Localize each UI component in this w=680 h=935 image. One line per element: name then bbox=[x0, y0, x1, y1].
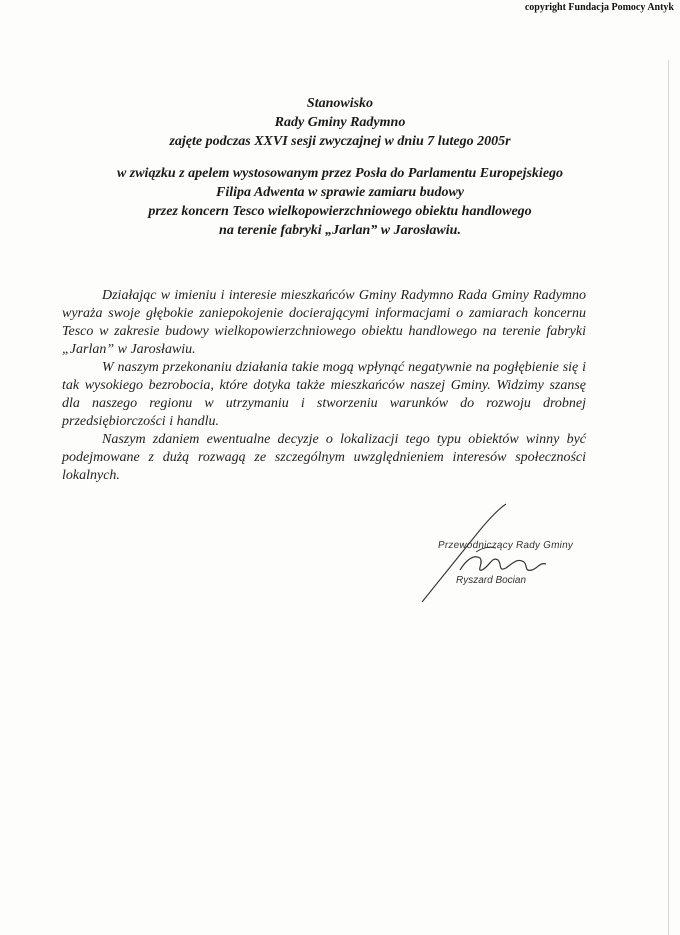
body-paragraph-1: Działając w imieniu i interesie mieszkańców Gminy Radymno Rada Gminy Radymno wyraża swoje głębokie zaniepokojenie docierającymi informacjami o zamiarach koncernu Tesco w zakresie budowy wielkopowierzchniowego obiektu handlowego na terenie fabryki „Jarlan” w Jarosławiu. bbox=[62, 288, 586, 357]
handwritten-signature-icon bbox=[420, 500, 590, 610]
signature-name-stamp: Ryszard Bocian bbox=[456, 575, 527, 586]
signature-title-stamp: Przewodniczący Rady Gminy bbox=[437, 540, 574, 551]
copyright-notice: copyright Fundacja Pomocy Antyk bbox=[524, 2, 674, 13]
heading-subject-3: przez koncern Tesco wielkopowierzchniowego obiektu handlowego bbox=[148, 204, 532, 219]
signature-block bbox=[420, 500, 590, 610]
heading-gap bbox=[40, 151, 640, 164]
heading-issuer: Rady Gminy Radymno bbox=[274, 115, 406, 130]
body-paragraph-2: W naszym przekonaniu działania takie mogą wpłynąć negatywnie na pogłębienie się i tak wysokiego bezrobocia, które dotyka także mieszkańców naszej Gminy. Widzimy szansę dla naszego regionu w utrzymaniu i stworzeniu warunków do rozwoju drobnej przedsiębiorczości i handlu. bbox=[62, 360, 586, 429]
document-body bbox=[62, 287, 586, 485]
heading-session: zajęte podczas XXVI sesji zwyczajnej w dniu 7 lutego 2005r bbox=[169, 134, 511, 149]
heading-subject-4: na terenie fabryki „Jarlan” w Jarosławiu. bbox=[219, 223, 461, 238]
heading-subject-1: w związku z apelem wystosowanym przez Posła do Parlamentu Europejskiego bbox=[116, 166, 564, 181]
heading-subject-2: Filipa Adwenta w sprawie zamiaru budowy bbox=[215, 185, 465, 200]
body-paragraph-3: Naszym zdaniem ewentualne decyzje o lokalizacji tego typu obiektów winny być podejmowane z dużą rozwagą ze szczególnym uwzględnieniem interesów społeczności lokalnych. bbox=[62, 432, 586, 483]
heading-title: Stanowisko bbox=[306, 96, 374, 111]
scan-edge-line bbox=[668, 60, 669, 935]
document-heading bbox=[40, 94, 640, 240]
